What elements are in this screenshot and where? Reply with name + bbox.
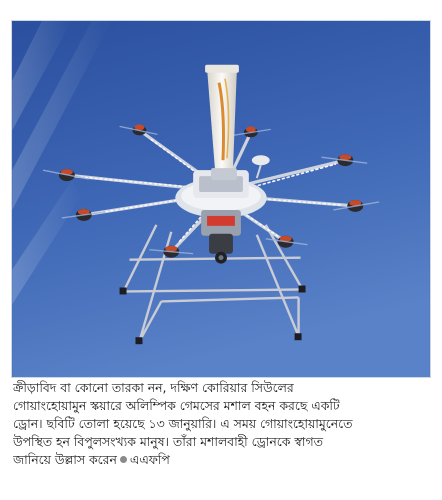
- credit-bullet-icon: [120, 456, 127, 463]
- caption-last-line: [13, 451, 433, 469]
- caption-line: জানিয়ে উল্লাস করেন: [13, 452, 117, 467]
- caption-line: ক্রীড়াবিদ বা কোনো তারকা নন, দক্ষিণ কোরিয়ার সিউলের: [13, 380, 294, 395]
- drone-illustration: [12, 21, 430, 377]
- drone-torch-photo: [11, 20, 431, 378]
- caption-line: গোয়াংহোয়ামুন স্কয়ারে অলিম্পিক গেমসের মশাল বহন করছে একটি: [13, 398, 340, 413]
- caption-line: ড্রোন। ছবিটি তোলা হয়েছে ১৩ জানুয়ারি। এ সময় গোয়াংহোয়ামুনেতে: [13, 416, 353, 431]
- photo-caption: [13, 379, 433, 469]
- caption-line: উপস্থিত হন বিপুলসংখ্যক মানুষ। তাঁরা মশালবাহী ড্রোনকে স্বাগত: [13, 434, 323, 449]
- photo-credit: এএফপি: [129, 452, 170, 467]
